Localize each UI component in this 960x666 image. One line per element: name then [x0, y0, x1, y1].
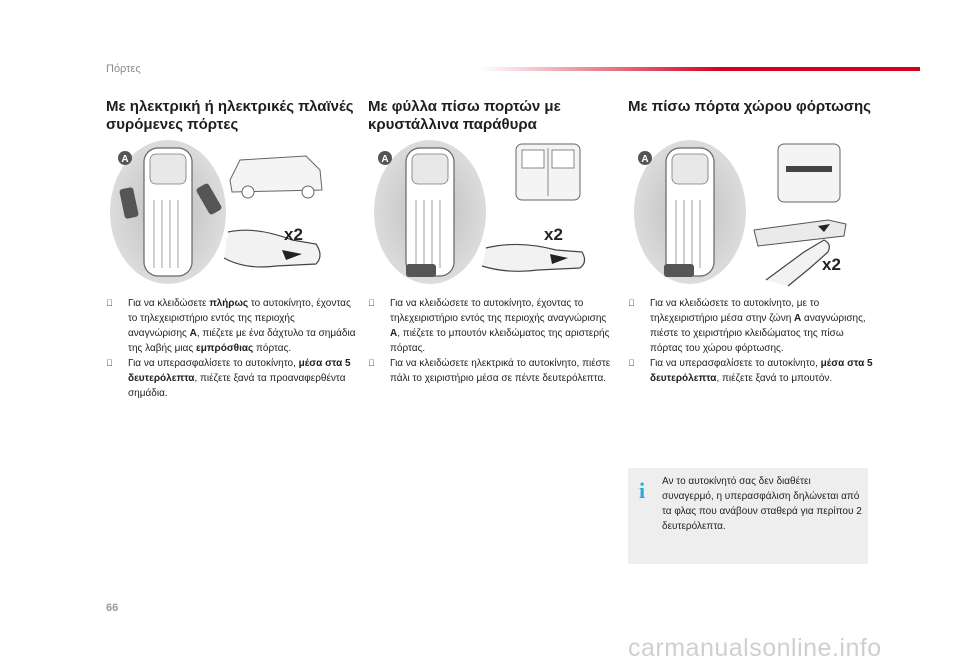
list-item: Για να υπερασφαλίσετε το αυτοκίνητο, μέσα στα 5 δευτερόλεπτα, πιέζετε ξανά τα προαναφερθέντα σημάδια.	[106, 356, 356, 401]
figure-rear-doors	[368, 140, 608, 290]
checkbox-bullet-icon	[106, 356, 113, 371]
figure-cargo-door	[628, 140, 868, 290]
checkbox-bullet-icon	[368, 296, 375, 311]
hand-on-handle	[766, 240, 829, 286]
press-count-label: x2	[284, 225, 303, 244]
zone-a-label: A	[381, 154, 389, 165]
checkbox-bullet-icon	[628, 356, 635, 371]
list-item: Για να κλειδώσετε ηλεκτρικά το αυτοκίνητο, πιέστε πάλι το χειριστήριο μέσα σε πέντε δευτερόλεπτα.	[368, 356, 618, 386]
info-text: Αν το αυτοκίνητό σας δεν διαθέτει συναγερμό, η υπερασφάλιση δηλώνεται από τα φλας που ανάβουν σταθερά για περίπου 2 δευτερόλεπτα.	[662, 476, 862, 532]
info-box	[628, 468, 868, 564]
section-title: Πόρτες	[106, 63, 141, 75]
column-title: Με πίσω πόρτα χώρου φόρτωσης	[628, 98, 871, 115]
page-number: 66	[106, 602, 119, 614]
zone-a-label: A	[121, 154, 129, 165]
zone-a-label: A	[641, 154, 649, 165]
cargo-door-handle	[754, 220, 846, 246]
checkbox-bullet-icon	[368, 356, 375, 371]
column-title: Με φύλλα πίσω πορτών με κρυστάλλινα παράθυρα	[368, 98, 561, 133]
list-item: Για να υπερασφαλίσετε το αυτοκίνητο, μέσα στα 5 δευτερόλεπτα, πιέζετε ξανά το μπουτόν.	[628, 356, 878, 386]
checkbox-bullet-icon	[628, 296, 635, 311]
van-rear-view	[778, 144, 840, 202]
hand-on-handle	[224, 230, 320, 267]
list-item: Για να κλειδώσετε το αυτοκίνητο, με το τηλεχειριστήριο μέσα στην ζώνη A αναγνώρισης, πιέστε το χειριστήριο κλειδώματος της πίσω πόρτας του χώρου φόρτωσης.	[628, 296, 878, 356]
checkbox-bullet-icon	[106, 296, 113, 311]
instructions-col1	[106, 296, 356, 401]
list-item: Για να κλειδώσετε πλήρως το αυτοκίνητο, έχοντας το τηλεχειριστήριο εντός της περιοχής αναγνώρισης A, πιέζετε με ένα δάχτυλο τα σημάδια της λαβής μιας εμπρόσθιας πόρτας.	[106, 296, 356, 356]
watermark: carmanualsonline.info	[628, 634, 882, 662]
info-icon: i	[639, 478, 646, 503]
column-title: Με ηλεκτρική ή ηλεκτρικές πλαϊνές συρόμενες πόρτες	[106, 98, 354, 133]
press-count-label: x2	[822, 255, 841, 274]
remote-key	[664, 264, 694, 277]
column-electric-sliding-doors	[106, 98, 354, 134]
list-item: Για να κλειδώσετε το αυτοκίνητο, έχοντας το τηλεχειριστήριο εντός της περιοχής αναγνώρισης A, πιέζετε το μπουτόν κλειδώματος της αριστερής πόρτας.	[368, 296, 618, 356]
column-rear-doors-glass	[368, 98, 616, 134]
figure-sliding-doors	[106, 140, 346, 290]
hand-on-handle	[482, 244, 585, 271]
instructions-col2	[368, 296, 618, 386]
instructions-col3	[628, 296, 878, 386]
column-rear-cargo-door	[628, 98, 876, 116]
remote-key	[406, 264, 436, 277]
header-accent-line	[480, 67, 920, 71]
press-count-label: x2	[544, 225, 563, 244]
